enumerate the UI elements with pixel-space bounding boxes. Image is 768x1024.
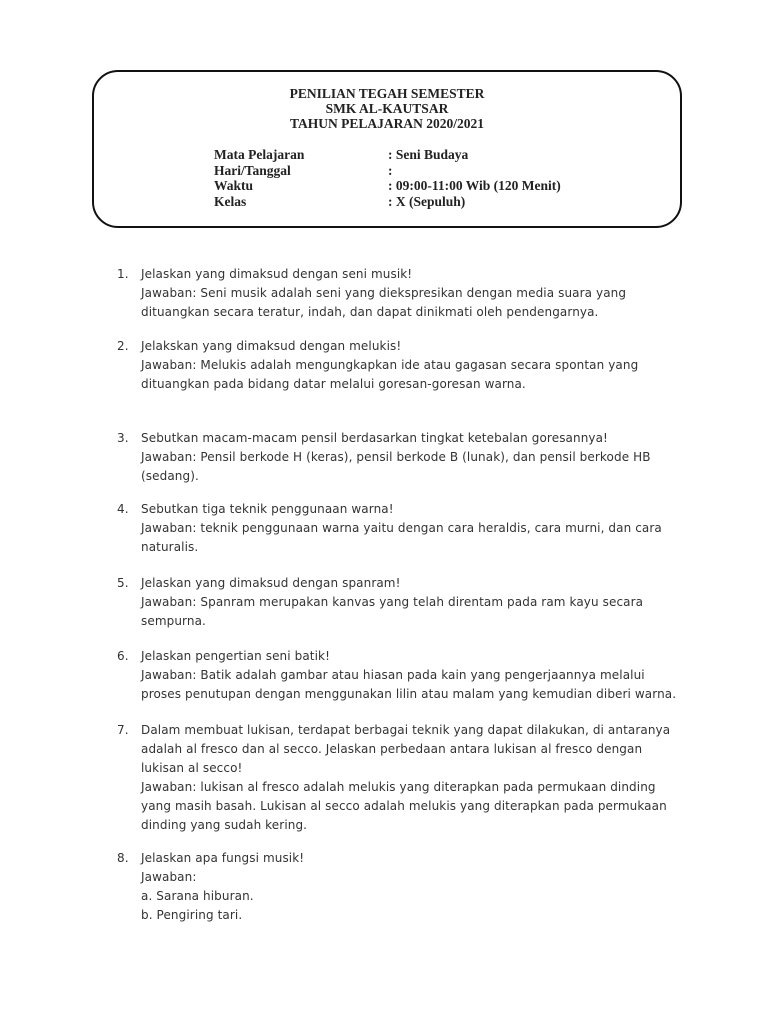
question-item [117,647,677,704]
question-line: dinding yang sudah kering. [141,818,308,832]
question-line: Jawaban: Melukis adalah mengungkapkan ide atau gagasan secara spontan yang [141,358,639,372]
question-line: Jelakskan yang dimaksud dengan melukis! [141,339,402,353]
question-number: 4. [117,502,129,516]
question-line: sempurna. [141,614,206,628]
question-body [141,337,677,394]
info-label: Waktu [214,178,254,193]
info-value: : X (Sepuluh) [388,193,466,209]
info-value: : Seni Budaya [388,147,469,162]
exam-header-box [92,70,682,228]
question-number: 7. [117,723,129,737]
info-label: Hari/Tanggal [214,162,291,178]
question-line: (sedang). [141,469,199,483]
question-item [117,337,677,394]
question-number: 6. [117,649,129,663]
question-line: Jawaban: Pensil berkode H (keras), pensil berkode B (lunak), dan pensil berkode HB [141,450,651,464]
question-line: Sebutkan macam-macam pensil berdasarkan tingkat ketebalan goresannya! [141,431,608,445]
info-row-subject [214,147,561,163]
question-line: naturalis. [141,540,199,554]
question-number: 8. [117,851,129,865]
info-row-class [214,194,561,210]
question-line: yang masih basah. Lukisan al secco adalah melukis yang diterapkan pada permukaan [141,799,667,813]
question-body [141,849,677,925]
question-line: Dalam membuat lukisan, terdapat berbagai teknik yang dapat dilakukan, di antaranya [141,723,671,737]
info-label: Mata Pelajaran [214,147,305,162]
question-line: Jelaskan apa fungsi musik! [141,851,305,865]
question-number: 2. [117,339,129,353]
question-item [117,849,677,925]
question-item [117,574,677,631]
question-body [141,721,677,835]
exam-info [214,147,561,209]
info-row-time [214,178,561,194]
question-line: dituangkan secara teratur, indah, dan dapat dinikmati oleh pendengarnya. [141,305,599,319]
question-line: a. Sarana hiburan. [141,889,254,903]
question-line: Jawaban: Seni musik adalah seni yang diekspresikan dengan media suara yang [141,286,627,300]
question-item [117,265,677,322]
question-item [117,500,677,557]
info-row-date [214,163,561,179]
question-line: lukisan al secco! [141,761,243,775]
question-body [141,647,677,704]
info-value: : [388,162,393,178]
question-line: Jelaskan yang dimaksud dengan seni musik! [141,267,413,281]
academic-year: TAHUN PELAJARAN 2020/2021 [289,116,484,131]
question-line: Jelaskan pengertian seni batik! [141,649,330,663]
question-number: 5. [117,576,129,590]
question-line: Jawaban: Batik adalah gambar atau hiasan pada kain yang pengerjaannya melalui [141,668,645,682]
question-line: dituangkan pada bidang datar melalui goresan-goresan warna. [141,377,526,391]
question-item [117,721,677,835]
question-body [141,429,677,486]
info-value: : 09:00-11:00 Wib (120 Menit) [388,178,561,193]
info-label: Kelas [214,193,247,209]
question-line: Jawaban: Spanram merupakan kanvas yang telah direntam pada ram kayu secara [141,595,644,609]
question-number: 3. [117,431,129,445]
exam-title: PENILIAN TEGAH SEMESTER [289,86,485,101]
question-body [141,265,677,322]
question-body [141,574,677,631]
question-line: b. Pengiring tari. [141,908,243,922]
question-number: 1. [117,267,129,281]
school-name: SMK AL-KAUTSAR [325,101,449,116]
question-line: Jawaban: lukisan al fresco adalah melukis yang diterapkan pada permukaan dinding [141,780,656,794]
question-body [141,500,677,557]
question-line: Sebutkan tiga teknik penggunaan warna! [141,502,394,516]
question-line: adalah al fresco dan al secco. Jelaskan perbedaan antara lukisan al fresco dengan [141,742,643,756]
question-item [117,429,677,486]
question-line: proses penutupan dengan menggunakan lilin atau malam yang kemudian diberi warna. [141,687,677,701]
question-line: Jelaskan yang dimaksud dengan spanram! [141,576,401,590]
question-line: Jawaban: [141,870,197,884]
question-line: Jawaban: teknik penggunaan warna yaitu dengan cara heraldis, cara murni, dan cara [141,521,662,535]
